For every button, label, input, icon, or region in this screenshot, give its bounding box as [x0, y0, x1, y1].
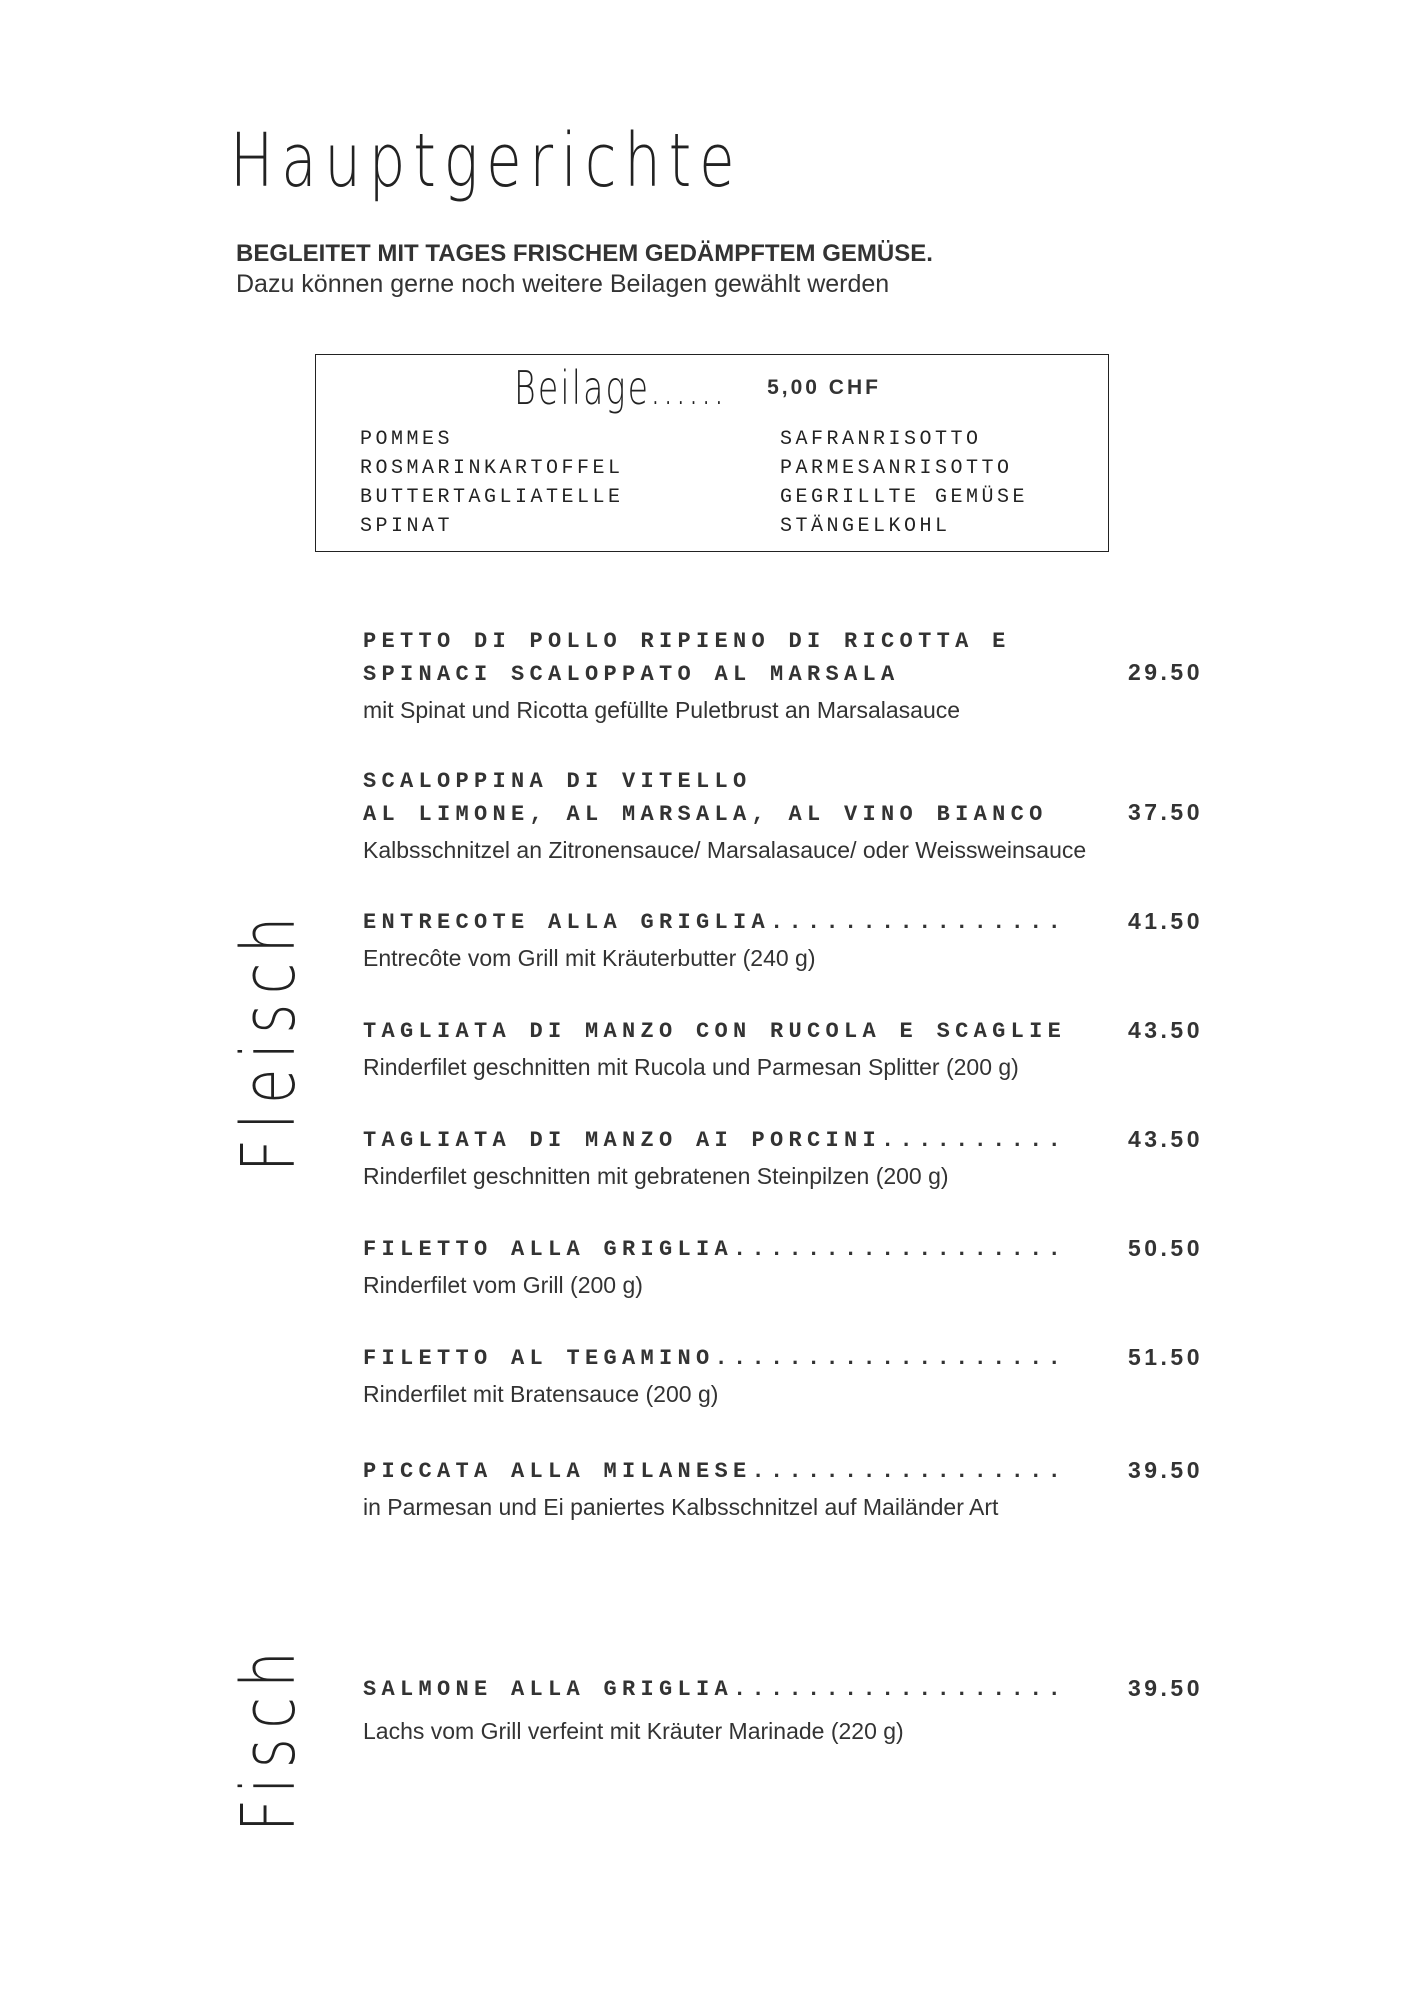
menu-item [363, 1015, 1203, 1081]
beilage-item: STÄNGELKOHL [780, 515, 951, 538]
menu-item [363, 1124, 1203, 1190]
beilage-header [514, 361, 881, 415]
beilage-item: SPINAT [360, 515, 454, 538]
beilage-item: SAFRANRISOTTO [780, 428, 982, 451]
beilage-item: POMMES [360, 428, 454, 451]
dish-description: mit Spinat und Ricotta gefüllte Puletbrust an Marsalasauce [363, 697, 961, 723]
dish-description: in Parmesan und Ei paniertes Kalbsschnitzel auf Mailänder Art [363, 1494, 999, 1520]
dish-name: SCALOPPINA DI VITELLO AL LIMONE, AL MARSALA, AL VINO BIANCO [363, 769, 1048, 827]
section-label-fleisch: Fleisch [226, 907, 312, 1172]
beilage-left-list [360, 425, 624, 541]
dish-description: Lachs vom Grill verfeint mit Kräuter Marinade (220 g) [363, 1718, 904, 1744]
beilage-item: ROSMARINKARTOFFEL [360, 457, 624, 480]
menu-item [363, 765, 1203, 864]
beilage-price: 5,00 CHF [767, 376, 881, 399]
dish-name: TAGLIATA DI MANZO CON RUCOLA E SCAGLIE [363, 1019, 1067, 1044]
dish-price: 41.50 [1127, 908, 1203, 934]
section-label-fisch: Fisch [226, 1641, 312, 1832]
beilage-box [315, 354, 1109, 552]
beilage-item: BUTTERTAGLIATELLE [360, 486, 624, 509]
dish-price: 37.50 [1127, 799, 1203, 825]
dish-price: 39.50 [1127, 1675, 1203, 1701]
dish-price: 43.50 [1127, 1017, 1203, 1043]
dish-price: 43.50 [1127, 1126, 1203, 1152]
beilage-title: Beilage...... [514, 361, 727, 415]
beilage-item: GEGRILLTE GEMÜSE [780, 486, 1029, 509]
dish-name: FILETTO AL TEGAMINO................... [363, 1346, 1067, 1371]
dish-name: PETTO DI POLLO RIPIENO DI RICOTTA E SPINACI SCALOPPATO AL MARSALA [363, 629, 1011, 687]
subtitle: Dazu können gerne noch weitere Beilagen gewählt werden [236, 270, 890, 298]
subtitle-bold: BEGLEITET MIT TAGES FRISCHEM GEDÄMPFTEM GEMÜSE. [236, 240, 933, 267]
menu-item [363, 906, 1203, 972]
dish-name: PICCATA ALLA MILANESE................. [363, 1459, 1067, 1484]
menu-item [363, 625, 1203, 724]
dish-name: FILETTO ALLA GRIGLIA.................. [363, 1237, 1067, 1262]
dish-price: 51.50 [1127, 1344, 1203, 1370]
dish-price: 29.50 [1127, 659, 1203, 685]
menu-item [363, 1342, 1203, 1408]
dish-description: Rinderfilet vom Grill (200 g) [363, 1272, 643, 1298]
dish-name: ENTRECOTE ALLA GRIGLIA................ [363, 910, 1067, 935]
beilage-item: PARMESANRISOTTO [780, 457, 1013, 480]
dish-price: 39.50 [1127, 1457, 1203, 1483]
menu-item [363, 1455, 1203, 1521]
menu-item [363, 1673, 1203, 1745]
dish-description: Kalbsschnitzel an Zitronensauce/ Marsalasauce/ oder Weissweinsauce [363, 837, 1087, 863]
page-title: Hauptgerichte [230, 118, 743, 204]
dish-name: SALMONE ALLA GRIGLIA.................. [363, 1677, 1067, 1702]
dish-description: Rinderfilet geschnitten mit gebratenen Steinpilzen (200 g) [363, 1163, 949, 1189]
beilage-right-list [780, 425, 1028, 541]
dish-price: 50.50 [1127, 1235, 1203, 1261]
dish-description: Rinderfilet mit Bratensauce (200 g) [363, 1381, 719, 1407]
menu-item [363, 1233, 1203, 1299]
dish-description: Entrecôte vom Grill mit Kräuterbutter (240 g) [363, 945, 816, 971]
dish-name: TAGLIATA DI MANZO AI PORCINI.......... [363, 1128, 1067, 1153]
dish-description: Rinderfilet geschnitten mit Rucola und Parmesan Splitter (200 g) [363, 1054, 1019, 1080]
